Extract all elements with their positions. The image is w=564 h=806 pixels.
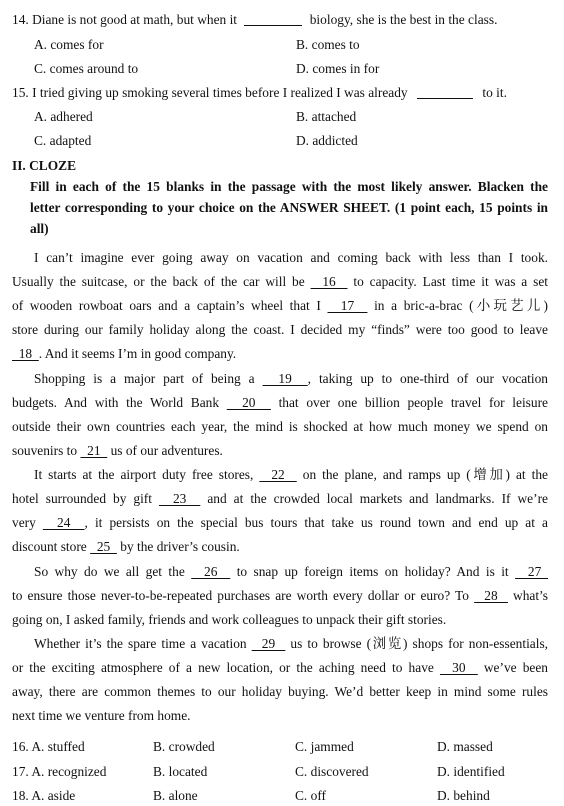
q14-option-d: D. comes in for xyxy=(296,61,380,76)
q15-option-a: A. adhered xyxy=(34,109,93,124)
text-span: to capacity. Last time it was a set xyxy=(353,274,548,289)
text-span: It starts at the airport duty free stores, xyxy=(34,467,254,482)
passage-p1-line-3 xyxy=(12,299,548,312)
cloze-blank-17: 17 xyxy=(327,298,368,313)
instruction-line-3: all) xyxy=(30,221,49,236)
cloze-blank-24: 24 xyxy=(42,515,85,530)
q17-option-d: D. identified xyxy=(437,764,505,779)
q15-stem-part-b: to it. xyxy=(482,85,507,100)
text-span: we’ve been xyxy=(483,660,548,675)
passage-p3-line-2 xyxy=(12,492,548,505)
text-span: by the driver’s cousin. xyxy=(120,539,240,554)
text-span: us to browse (浏览) shops for non-essentials, xyxy=(290,636,549,651)
text-span: . And it seems I’m in good company. xyxy=(38,346,237,361)
text-span: Whether it’s the spare time a vacation xyxy=(34,636,247,651)
cloze-blank-29: 29 xyxy=(251,636,286,651)
q14-option-b: B. comes to xyxy=(296,37,360,52)
text-span: Usually the suitcase, or the back of the car will be xyxy=(12,274,305,289)
text-span: on the plane, and ramps up (增加) at the xyxy=(302,467,548,482)
q16-option-d: D. massed xyxy=(437,739,493,754)
q14-option-c: C. comes around to xyxy=(34,61,139,76)
q14-stem-part-a: 14. Diane is not good at math, but when it xyxy=(12,12,238,27)
cloze-blank-25: 25 xyxy=(90,539,117,554)
passage-p2-line-2 xyxy=(12,396,548,409)
q15-stem-part-a: 15. I tried giving up smoking several times before I realized I was already xyxy=(12,85,408,100)
text-span: us of our adventures. xyxy=(110,443,223,458)
passage-p2-line-3: outside their own countries each year, the mind is shocked at how much money we spend on xyxy=(12,419,548,434)
passage-p3-line-4 xyxy=(12,540,240,553)
text-span: Shopping is a major part of being a xyxy=(34,371,255,386)
passage-p2-line-4 xyxy=(12,444,223,457)
text-span: or the exciting atmosphere of a new location, or the aching need to have xyxy=(12,660,434,675)
passage-p5-line-3: away, there are common themes to our holiday buying. We’d better keep in mind some rules xyxy=(12,684,548,699)
instruction-line-1: Fill in each of the 15 blanks in the passage with the most likely answer. Blacken the xyxy=(30,179,548,194)
passage-p5-line-4: next time we venture from home. xyxy=(12,708,191,723)
text-span: to snap up foreign items on holiday? And is it xyxy=(236,564,509,579)
passage-p1-line-4: store during our family holiday along the coast. I decided my “finds” were too good to leave xyxy=(12,322,548,337)
text-span: discount store xyxy=(12,539,87,554)
q15-answer-blank xyxy=(417,86,473,99)
cloze-blank-22: 22 xyxy=(259,467,297,482)
text-span: , it persists on the special bus tours that take us round town and end up at a xyxy=(84,515,548,530)
text-span: souvenirs to xyxy=(12,443,78,458)
q16-option-c: C. jammed xyxy=(295,739,354,754)
cloze-blank-16: 16 xyxy=(310,274,348,289)
text-span: hotel surrounded by gift xyxy=(12,491,152,506)
text-span: what’s xyxy=(513,588,548,603)
cloze-blank-19: 19 xyxy=(262,371,308,386)
passage-p1-line-5 xyxy=(12,347,236,360)
passage-p1-line-2 xyxy=(12,275,548,288)
q14-answer-blank xyxy=(244,13,302,26)
instruction-line-2: letter corresponding to your choice on the ANSWER SHEET. (1 point each, 15 points in xyxy=(30,200,548,215)
passage-p3-line-3 xyxy=(12,516,548,529)
question-14-stem xyxy=(12,13,497,26)
cloze-blank-20: 20 xyxy=(226,395,271,410)
text-span: So why do we all get the xyxy=(34,564,185,579)
text-span: to ensure those never-to-be-repeated purchases are worth every dollar or euro? To xyxy=(12,588,469,603)
cloze-blank-18: 18 xyxy=(12,346,39,361)
cloze-blank-21: 21 xyxy=(80,443,108,458)
passage-p5-line-2 xyxy=(12,661,548,674)
text-span: that over one billion people travel for leisure xyxy=(278,395,548,410)
text-span: very xyxy=(12,515,36,530)
text-span: and at the crowded local markets and landmarks. If we’re xyxy=(207,491,548,506)
text-span: budgets. And with the World Bank xyxy=(12,395,220,410)
cloze-blank-26: 26 xyxy=(191,564,231,579)
q18-option-c: C. off xyxy=(295,788,326,803)
q15-option-d: D. addicted xyxy=(296,133,358,148)
cloze-blank-28: 28 xyxy=(474,588,508,603)
passage-p4-line-1 xyxy=(34,565,548,578)
text-span: , taking up to one-third of our vocation xyxy=(307,371,548,386)
passage-p3-line-1 xyxy=(34,468,548,481)
q15-option-b: B. attached xyxy=(296,109,357,124)
text-span: of wooden rowboat oars and a captain’s wheel that I xyxy=(12,298,321,313)
section-heading: II. CLOZE xyxy=(12,158,76,173)
q16-option-b: B. crowded xyxy=(153,739,215,754)
q17-option-a: 17. A. recognized xyxy=(12,764,107,779)
q16-option-a: 16. A. stuffed xyxy=(12,739,85,754)
q14-option-a: A. comes for xyxy=(34,37,104,52)
cloze-blank-23: 23 xyxy=(158,491,201,506)
passage-p5-line-1 xyxy=(34,637,548,650)
q18-option-a: 18. A. aside xyxy=(12,788,76,803)
q17-option-c: C. discovered xyxy=(295,764,369,779)
passage-p4-line-3: going on, I asked family, friends and work colleagues to unpack their gift stories. xyxy=(12,612,447,627)
text-span: in a bric-a-brac (小玩艺儿) xyxy=(374,298,548,313)
cloze-blank-30: 30 xyxy=(439,660,478,675)
q15-option-c: C. adapted xyxy=(34,133,92,148)
q14-stem-part-b: biology, she is the best in the class. xyxy=(309,12,498,27)
question-15-stem xyxy=(12,86,507,99)
passage-p1-line-1: I can’t imagine ever going away on vacation and coming back with less than I took. xyxy=(34,250,548,265)
passage-p4-line-2 xyxy=(12,589,548,602)
q18-option-d: D. behind xyxy=(437,788,490,803)
q17-option-b: B. located xyxy=(153,764,208,779)
passage-p2-line-1 xyxy=(34,372,548,385)
q18-option-b: B. alone xyxy=(153,788,198,803)
cloze-blank-27: 27 xyxy=(515,564,548,579)
